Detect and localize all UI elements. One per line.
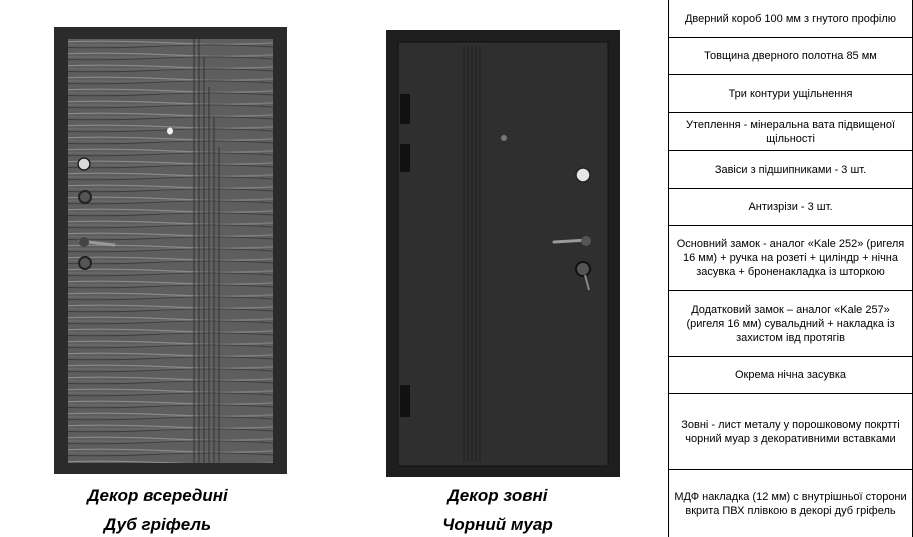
lock-cylinder-icon — [79, 191, 91, 203]
spec-row — [669, 38, 912, 75]
spec-text: Окрема нічна засувка — [734, 369, 846, 381]
lock-cylinder-2-icon — [576, 262, 590, 276]
hinge-icon — [400, 94, 410, 124]
spec-row — [669, 113, 912, 151]
spec-text: Додатковий замок – аналог «Kale 257» (ригеля 16 мм) сувальдний + накладка із захистом івд протягів — [686, 303, 895, 344]
spec-text: Три контури ущільнення — [728, 87, 853, 100]
hinge-2-icon — [400, 144, 410, 172]
spec-row — [669, 0, 912, 38]
spec-text: МДФ накладка (12 мм) с внутрішньої сторони вкрита ПВХ плівкою в декорі дуб гріфель — [674, 490, 907, 517]
spec-text: Зовні - лист металу у порошковому покртті чорний муар з декоративними вставками — [681, 418, 900, 445]
peephole-icon — [501, 135, 507, 141]
specifications-table — [668, 0, 913, 537]
lock-cylinder-2-icon — [79, 257, 91, 269]
lock-cylinder-icon — [576, 168, 590, 182]
spec-row — [669, 189, 912, 226]
caption-outside-title: Декор зовні — [447, 486, 548, 505]
night-latch-knob-icon — [78, 158, 90, 170]
spec-row — [669, 226, 912, 291]
spec-row — [669, 394, 912, 470]
spec-row — [669, 357, 912, 394]
spec-text: Товщина дверного полотна 85 мм — [704, 50, 877, 62]
spec-row — [669, 470, 912, 537]
spec-text: Утеплення - мінеральна вата підвищеної щільності — [685, 118, 895, 145]
spec-text: Завіси з підшипниками - 3 шт. — [714, 163, 867, 176]
spec-row — [669, 291, 912, 357]
door-outside-image — [386, 30, 620, 477]
hinge-3-icon — [400, 385, 410, 417]
spec-text: Основний замок - аналог «Kale 252» (ригеля 16 мм) + ручка на розеті + циліндр + нічна засувка + броненакладка із шторкою — [676, 238, 905, 278]
spec-row — [669, 151, 912, 189]
peephole-icon — [167, 128, 173, 135]
caption-inside-title: Декор всередині — [87, 486, 228, 505]
spec-text: Дверний короб 100 мм з гнутого профілю — [684, 12, 897, 25]
caption-outside-decor: Чорний муар — [442, 515, 553, 534]
caption-inside-decor: Дуб гріфель — [103, 515, 212, 534]
spec-text: Антизрізи - 3 шт. — [748, 201, 833, 213]
spec-row — [669, 75, 912, 113]
door-inside-image — [54, 27, 287, 474]
